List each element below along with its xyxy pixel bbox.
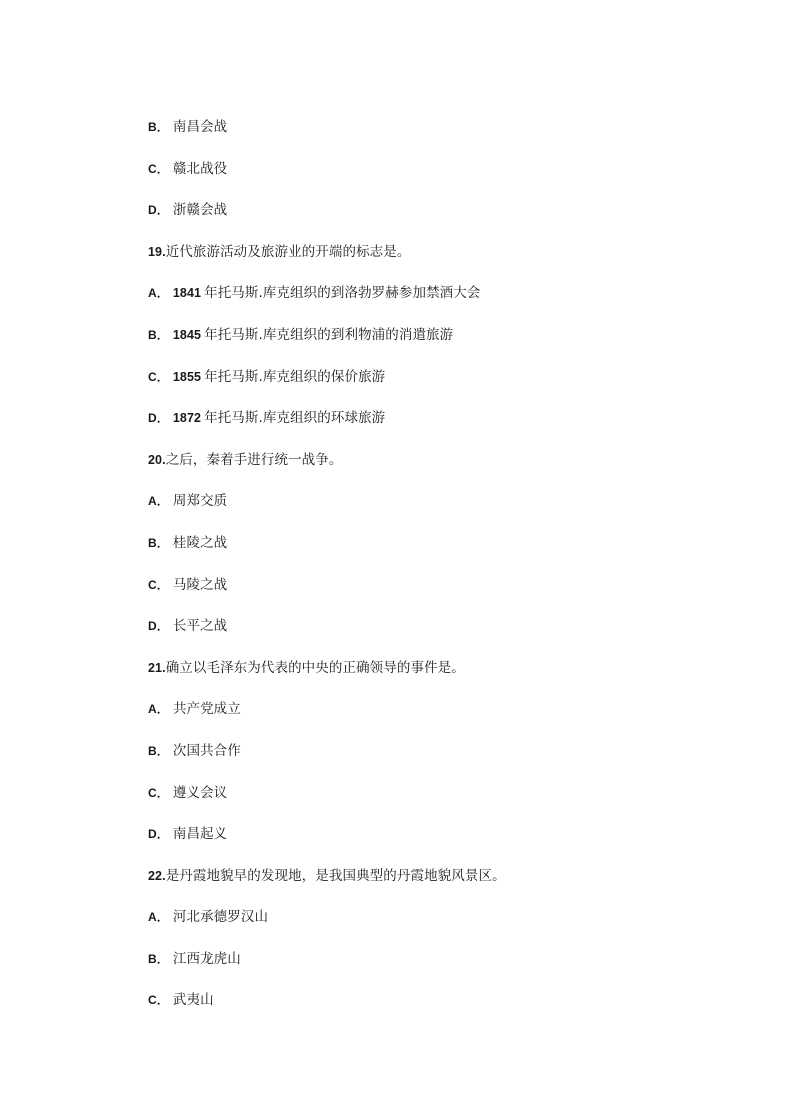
option-label: D． xyxy=(148,203,169,218)
option-text: 江西龙虎山 xyxy=(172,950,241,967)
option-text: 南昌起义 xyxy=(172,826,228,843)
option-text: 武夷山 xyxy=(172,992,214,1009)
option-line xyxy=(148,824,748,866)
option-line xyxy=(148,533,748,575)
option-text: 年托马斯.库克组织的到洛勃罗赫参加禁酒大会 xyxy=(204,285,481,302)
question-number: 21. xyxy=(148,660,166,675)
option-label: B． xyxy=(148,743,169,758)
option-label: B． xyxy=(148,951,169,966)
option-line xyxy=(148,283,748,325)
question-line xyxy=(148,866,748,908)
option-label: B． xyxy=(148,120,169,134)
question-text: 近代旅游活动及旅游业的开端的标志是。 xyxy=(165,243,411,260)
question-list xyxy=(148,117,748,1032)
option-text: 桂陵之战 xyxy=(172,534,228,551)
question-number: 20. xyxy=(148,452,166,467)
question-text: 确立以毛泽东为代表的中央的正确领导的事件是。 xyxy=(165,659,465,676)
option-label: C． xyxy=(148,993,169,1008)
option-text: 周郑交质 xyxy=(172,493,228,510)
option-label: D． xyxy=(148,411,169,426)
question-number: 22. xyxy=(148,868,166,883)
option-line xyxy=(148,990,748,1032)
option-label: D． xyxy=(148,827,169,842)
option-year: 1855 xyxy=(172,369,202,384)
option-text: 年托马斯.库克组织的环球旅游 xyxy=(204,410,386,427)
option-label: A． xyxy=(148,286,169,301)
option-line xyxy=(148,575,748,617)
option-text: 赣北战役 xyxy=(172,160,228,177)
option-line xyxy=(148,616,748,658)
option-year: 1841 xyxy=(172,286,202,301)
option-text: 年托马斯.库克组织的到利物浦的消遣旅游 xyxy=(204,326,454,343)
option-line xyxy=(148,367,748,409)
option-text: 长平之战 xyxy=(172,618,228,635)
question-line xyxy=(148,242,748,284)
option-label: C． xyxy=(148,785,169,800)
option-label: C． xyxy=(148,369,169,384)
option-label: A． xyxy=(148,494,169,509)
option-text: 河北承德罗汉山 xyxy=(172,909,269,926)
option-text: 遵义会议 xyxy=(172,784,228,801)
question-line xyxy=(148,450,748,492)
option-label: C． xyxy=(148,161,169,176)
option-line xyxy=(148,117,748,159)
option-line xyxy=(148,907,748,949)
option-text: 南昌会战 xyxy=(172,119,228,135)
option-year: 1872 xyxy=(172,411,202,426)
option-line xyxy=(148,491,748,533)
option-label: C． xyxy=(148,577,169,592)
option-label: B． xyxy=(148,535,169,550)
option-text: 马陵之战 xyxy=(172,576,228,593)
option-line xyxy=(148,699,748,741)
option-line xyxy=(148,159,748,201)
option-line xyxy=(148,325,748,367)
option-line xyxy=(148,741,748,783)
option-line xyxy=(148,949,748,991)
option-year: 1845 xyxy=(172,327,202,342)
option-text: 次国共合作 xyxy=(172,742,241,759)
option-label: A． xyxy=(148,910,169,925)
option-line xyxy=(148,200,748,242)
option-line xyxy=(148,783,748,825)
option-label: A． xyxy=(148,702,169,717)
question-number: 19. xyxy=(148,244,166,259)
question-text: 是丹霞地貌早的发现地，是我国典型的丹霞地貌风景区。 xyxy=(165,867,506,884)
question-line xyxy=(148,658,748,700)
option-label: D． xyxy=(148,619,169,634)
question-text: 之后，秦着手进行统一战争。 xyxy=(165,451,343,468)
option-line xyxy=(148,408,748,450)
option-text: 浙赣会战 xyxy=(172,202,228,219)
option-text: 年托马斯.库克组织的保价旅游 xyxy=(204,368,386,385)
option-text: 共产党成立 xyxy=(172,701,241,718)
option-label: B． xyxy=(148,327,169,342)
